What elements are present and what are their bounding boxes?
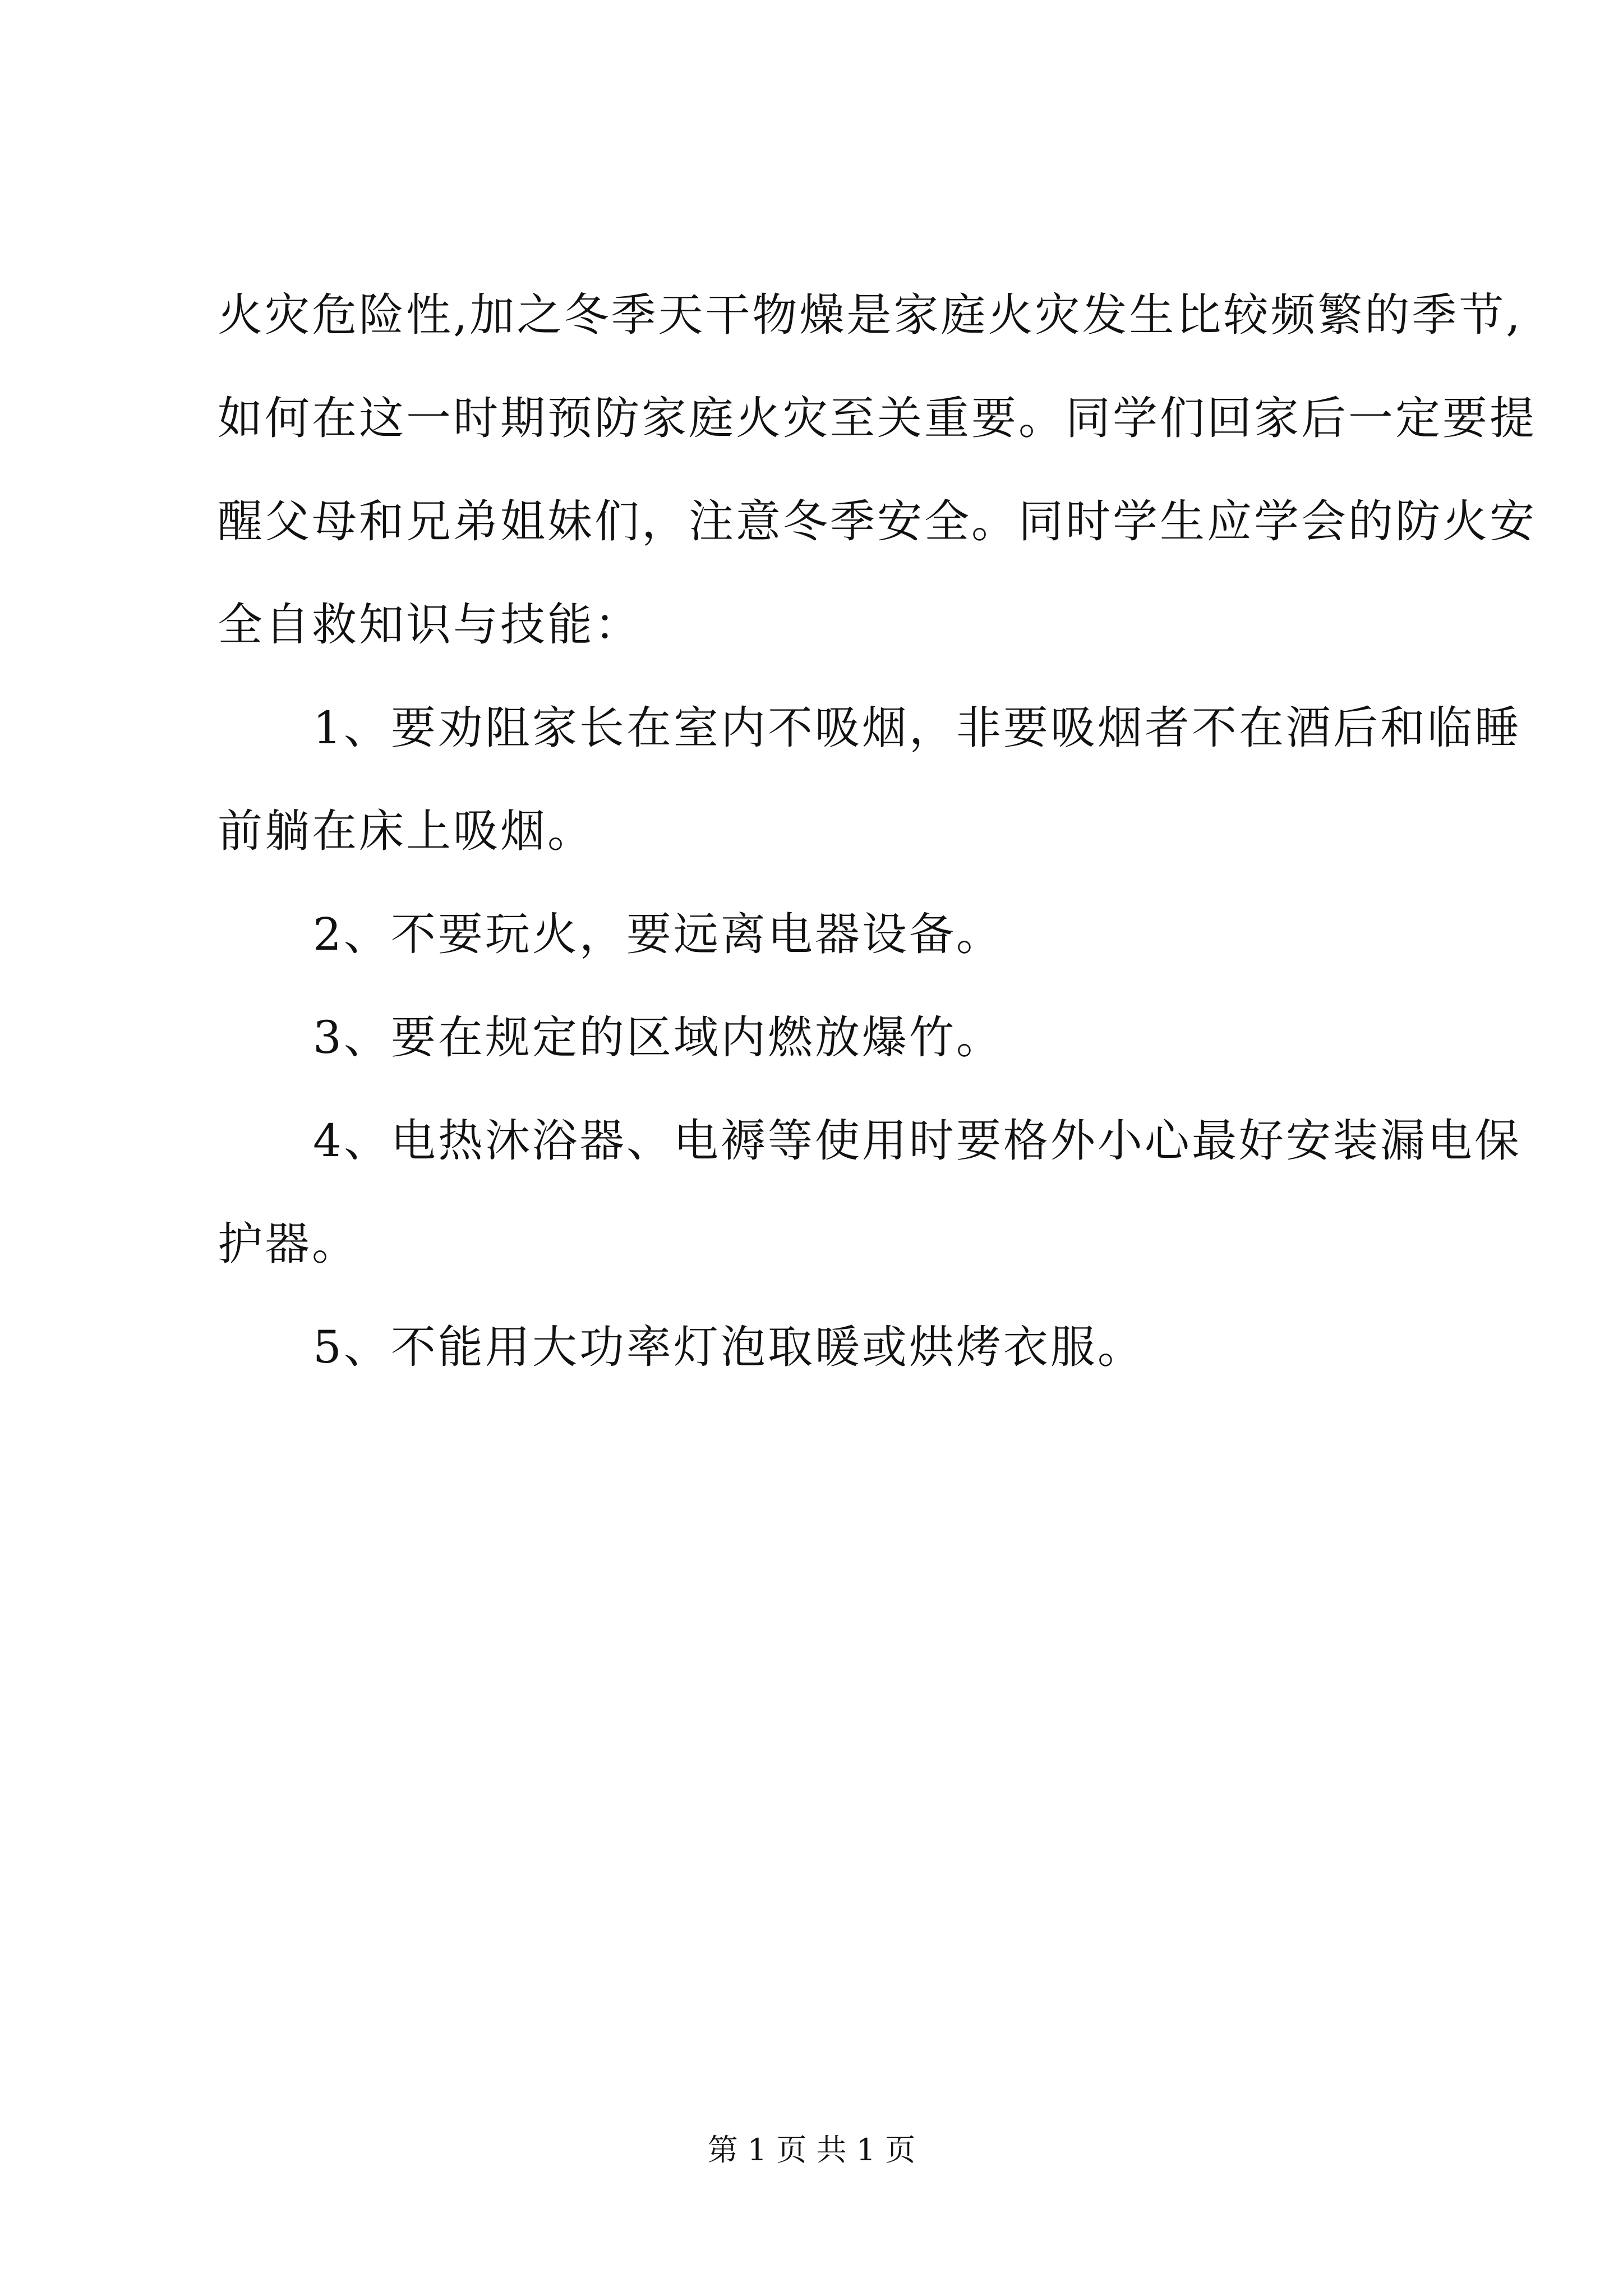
paragraph-line: 如何在这一时期预防家庭火灾至关重要。同学们回家后一定要提 bbox=[218, 392, 1537, 444]
paragraph-line: 全自救知识与技能： bbox=[218, 599, 642, 651]
list-item-1-line: 1、要劝阻家长在室内不吸烟，非要吸烟者不在酒后和临睡 bbox=[313, 702, 1521, 754]
list-item-2: 2、不要玩火，要远离电器设备。 bbox=[313, 908, 1003, 960]
paragraph-line: 火灾危险性,加之冬季天干物燥是家庭火灾发生比较频繁的季节, bbox=[218, 289, 1523, 341]
list-item-4-continuation: 护器。 bbox=[218, 1218, 359, 1270]
document-body bbox=[218, 264, 1537, 1399]
list-item-1-continuation: 前躺在床上吸烟。 bbox=[218, 805, 594, 857]
list-item-4-line: 4、电热沐浴器、电褥等使用时要格外小心最好安装漏电保 bbox=[313, 1115, 1521, 1167]
page-number-footer: 第 1 页 共 1 页 bbox=[707, 2132, 916, 2168]
list-item-3: 3、要在规定的区域内燃放爆竹。 bbox=[313, 1011, 1003, 1064]
list-item-5: 5、不能用大功率灯泡取暖或烘烤衣服。 bbox=[313, 1321, 1145, 1373]
paragraph-line: 醒父母和兄弟姐妹们，注意冬季安全。同时学生应学会的防火安 bbox=[218, 495, 1537, 547]
